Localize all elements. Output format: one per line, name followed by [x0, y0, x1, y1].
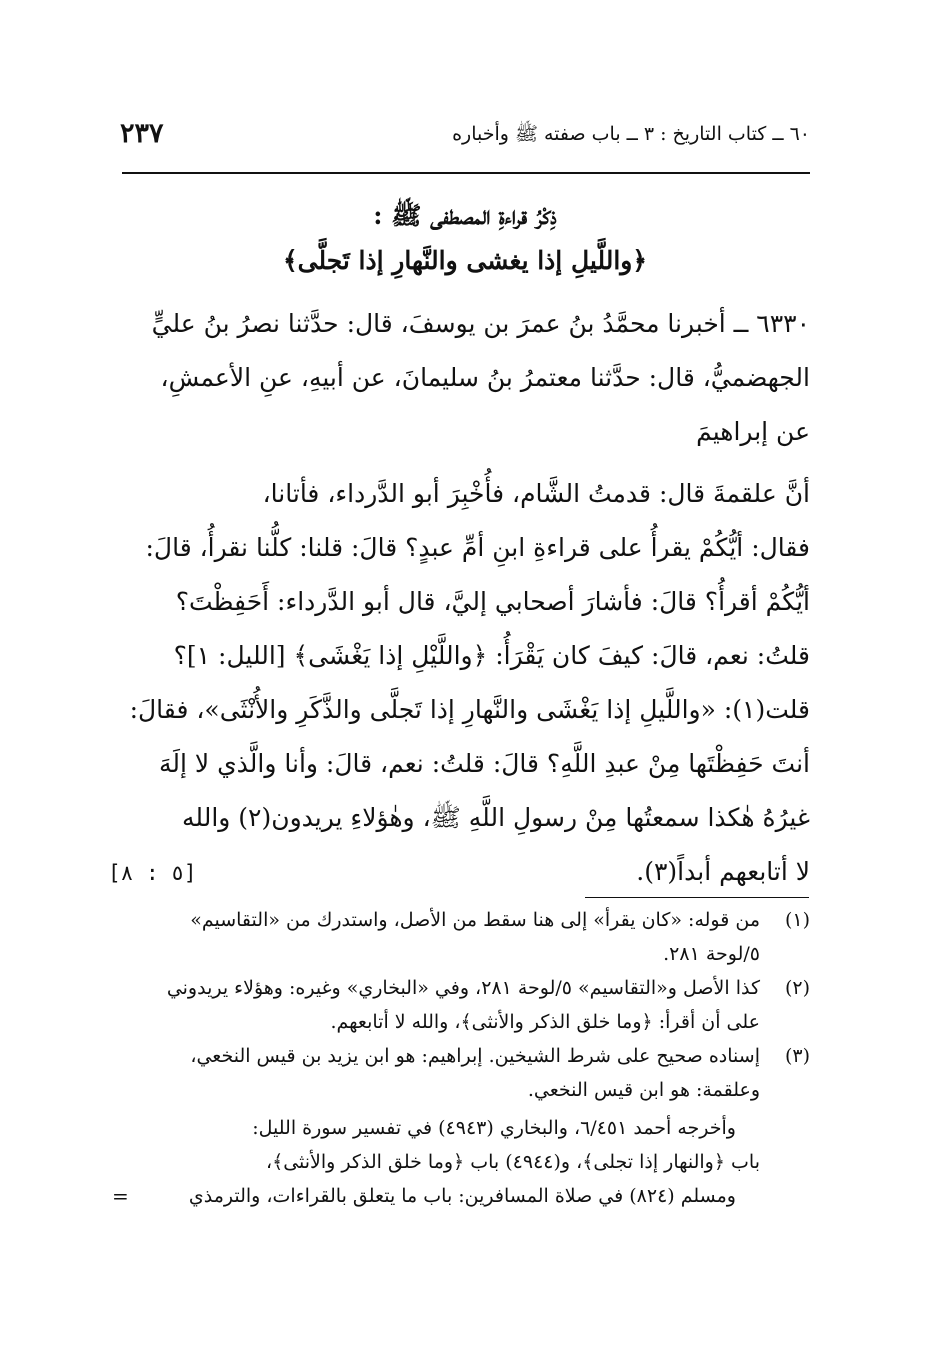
- footnote-line: ومسلم (٨٢٤) في صلاة المسافرين: باب ما يتعلق بالقراءات، والترمذي: [188, 1185, 736, 1207]
- footnote-3-continuation: [112, 1111, 810, 1213]
- chapter-title: ذِكْرُ قراءةِ المصطفى ﷺ :: [373, 201, 557, 230]
- matn-line: قلت(١): «واللَّيلِ إذا يَغْشَى والنَّهارِ إذا تَجلَّى والذَّكَرِ والأُنْثَى»، فقالَ:: [129, 695, 810, 724]
- matn-line: أيُّكُمْ أقرأُ؟ قالَ: فأشارَ أصحابي إليَّ، قال أبو الدَّرداء: أَحَفِظْتَ؟: [175, 587, 810, 616]
- hadith-text: [108, 297, 810, 899]
- matn-line: أنتَ حَفِظْتَها مِنْ عبدِ اللَّهِ؟ قالَ: قلتُ: نعم، قالَ: وأنا والَّذي لا إلَهَ: [158, 749, 810, 778]
- footnote-divider: [585, 897, 809, 898]
- footnote-line: ٥/لوحة ٢٨١.: [663, 943, 760, 965]
- isnad-line: ٦٣٣٠ ــ أخبرنا محمَّدُ بنُ عمرَ بن يوسفَ، قال: حدَّثنا نصرُ بنُ عليٍّ: [151, 309, 810, 338]
- running-title: ٦٠ ــ كتاب التاريخ : ٣ ــ باب صفته ﷺ وأخباره: [452, 123, 810, 145]
- footnote-body: [112, 903, 760, 971]
- footnote-line: باب ﴿والنهار إذا تجلى﴾، و(٤٩٤٤) باب ﴿وما خلق الذكر والأنثى﴾،: [265, 1151, 760, 1173]
- matn-line: فقال: أيُّكُمْ يقرأُ على قراءةِ ابنِ أمِّ عبدٍ؟ قالَ: قلنا: كلُّنا نقرأُ، قالَ:: [145, 533, 810, 562]
- footnote-line: إسناده صحيح على شرط الشيخين. إبراهيم: هو ابن يزيد بن قيس النخعي،: [190, 1045, 760, 1067]
- footnote-line: من قوله: «كان يقرأ» إلى هنا سقط من الأصل، واستدرك من «التقاسيم»: [190, 909, 760, 931]
- matn-line: غيرُهُ هٰكذا سمعتُها مِنْ رسولِ اللَّهِ ﷺ، وهٰؤلاءِ يريدون(٢) والله: [182, 803, 810, 832]
- footnote-line: وأخرجه أحمد ٦/٤٥١، والبخاري (٤٩٤٣) في تفسير سورة الليل:: [252, 1117, 736, 1139]
- footnote-body: [112, 971, 760, 1039]
- chapter-verse: ﴿واللَّيلِ إذا يغشى والنَّهارِ إذا تَجلَّى﴾: [282, 246, 647, 275]
- header-divider: [122, 172, 810, 174]
- continuation-row: [112, 1179, 760, 1213]
- running-header: [120, 118, 810, 158]
- footnotes: [112, 903, 810, 1213]
- isnad-line: الجهضميُّ، قال: حدَّثنا معتمرُ بنُ سليمانَ، عن أبيهِ، عنِ الأعمشِ،: [160, 363, 810, 392]
- isnad-line: عن إبراهيمَ: [696, 417, 810, 446]
- matn-final-line: لا أتابعهم أبداً(٣).: [636, 857, 810, 886]
- matn-line: أنَّ علقمةَ قال: قدمتُ الشَّام، فأُخْبِرَ أبو الدَّرداء، فأتانا،: [262, 479, 810, 508]
- source-reference: [٥ : ٨]: [108, 861, 197, 885]
- chapter-heading: [120, 193, 810, 283]
- footnote-2: [112, 971, 810, 1039]
- final-row: [108, 845, 810, 899]
- footnote-line: وعلقمة: هو ابن قيس النخعي.: [527, 1079, 760, 1101]
- footnote-1: [112, 903, 810, 971]
- continuation-mark: =: [112, 1184, 129, 1208]
- footnote-number: (٣): [784, 1045, 810, 1067]
- footnote-3: [112, 1039, 810, 1107]
- footnote-line: على أن أقرأ: ﴿وما خلق الذكر والأنثى﴾، والله لا أتابعهم.: [330, 1011, 760, 1033]
- footnote-number: (١): [784, 909, 810, 931]
- page-number: ٢٣٧: [120, 118, 164, 149]
- footnote-number: (٢): [784, 977, 810, 999]
- footnote-body: [112, 1039, 760, 1107]
- footnote-line: كذا الأصل و«التقاسيم» ٥/لوحة ٢٨١، وفي «البخاري» وغيره: وهؤلاء يريدوني: [166, 977, 760, 999]
- matn-line: قلتُ: نعم، قالَ: كيفَ كان يَقْرَأُ: ﴿واللَّيْلِ إذا يَغْشَى﴾ [الليل: ١]؟: [173, 641, 810, 670]
